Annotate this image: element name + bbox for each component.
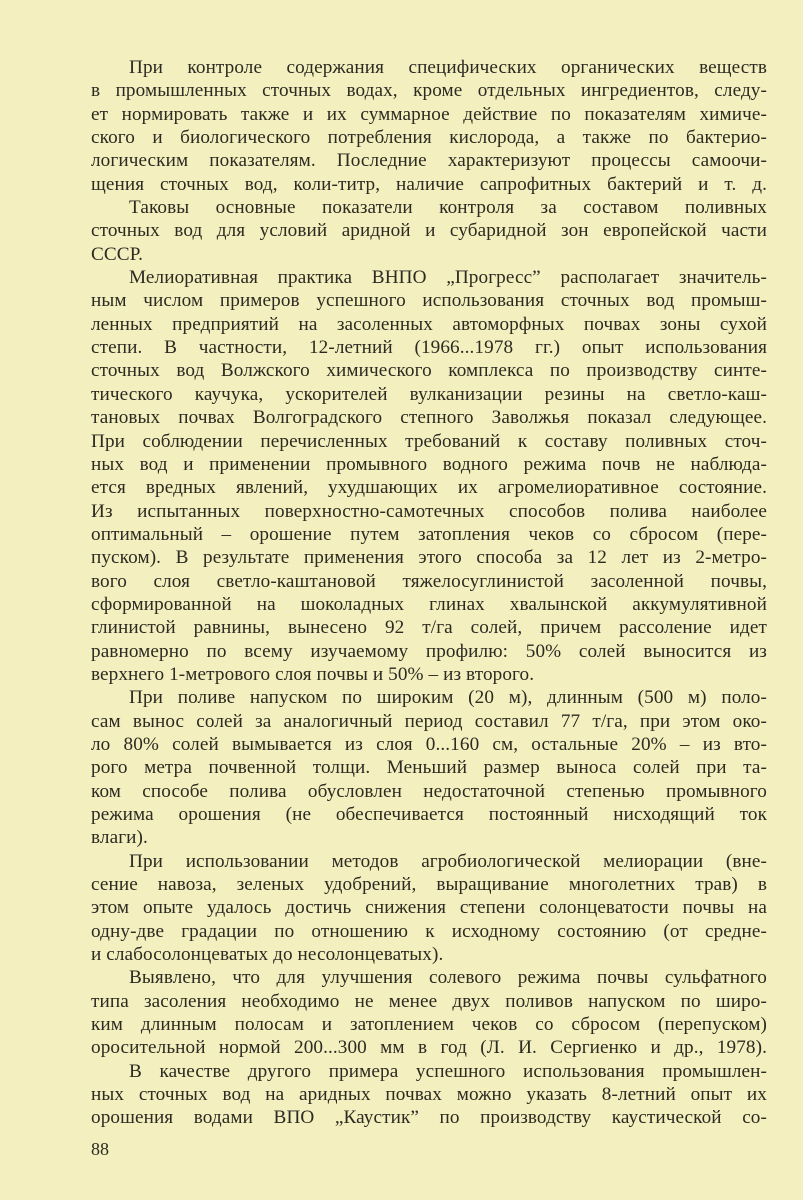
text-line: щения сточных вод, коли-титр, наличие сапрофитных бактерий и т. д.: [91, 173, 767, 195]
text-line: Мелиоративная практика ВНПО „Прогресс” располагает значитель-: [129, 267, 767, 289]
text-line: в промышленных сточных водах, кроме отдельных ингредиентов, следу-: [91, 80, 767, 102]
text-line: ет нормировать также и их суммарное действие по показателям химиче-: [91, 103, 767, 125]
text-line: логическим показателям. Последние характеризуют процессы самоочи-: [91, 150, 767, 172]
text-line: влаги).: [91, 827, 148, 849]
text-line: СССР.: [91, 243, 143, 265]
text-line: ского и биологического потребления кислорода, а также по бактерио-: [91, 127, 767, 149]
text-line: оросительной нормой 200...300 мм в год (Л. И. Сергиенко и др., 1978).: [91, 1037, 767, 1059]
text-line: и слабосолонцеватых до несолонцеватых).: [91, 944, 444, 966]
text-line: глинистой равнины, вынесено 92 т/га солей, причем рассоление идет: [91, 617, 767, 639]
page-number: 88: [91, 1139, 109, 1159]
text-line: ленных предприятий на засоленных автоморфных почвах зоны сухой: [91, 313, 767, 335]
text-line: ется вредных явлений, ухудшающих их агромелиоративное состояние.: [91, 477, 767, 499]
text-line: сточных вод Волжского химического комплекса по производству синте-: [91, 360, 767, 382]
text-line: При контроле содержания специфических органических веществ: [129, 57, 767, 78]
text-line: ных вод и применении промывного водного режима почв не наблюда-: [91, 453, 767, 475]
text-line: Таковы основные показатели контроля за составом поливных: [129, 197, 767, 219]
text-line: сточных вод для условий аридной и субаридной зон европейской части: [91, 220, 767, 242]
body-text: [91, 56, 767, 1130]
text-line: ных сточных вод на аридных почвах можно указать 8-летний опыт их: [91, 1084, 767, 1106]
text-line: рого метра почвенной толщи. Меньший размер выноса солей при та-: [91, 757, 767, 779]
text-line: тического каучука, ускорителей вулканизации резины на светло-каш-: [91, 383, 767, 405]
text-line: пуском). В результате применения этого способа за 12 лет из 2-метро-: [91, 547, 767, 569]
text-line: орошения водами ВПО „Каустик” по производству каустической со-: [91, 1107, 767, 1129]
text-line: При использовании методов агробиологической мелиорации (вне-: [129, 850, 767, 872]
text-line: При соблюдении перечисленных требований к составу поливных сточ-: [91, 430, 767, 452]
text-line: ком способе полива обусловлен недостаточной степенью промывного: [91, 780, 767, 802]
text-line: равномерно по всему изучаемому профилю: 50% солей выносится из: [91, 640, 767, 662]
text-line: сение навоза, зеленых удобрений, выращивание многолетних трав) в: [91, 874, 767, 896]
text-line: ным числом примеров успешного использования сточных вод промыш-: [91, 290, 767, 312]
text-line: Выявлено, что для улучшения солевого режима почвы сульфатного: [129, 967, 767, 989]
text-line: оптимальный – орошение путем затопления чеков со сбросом (пере-: [91, 523, 767, 545]
text-line: степи. В частности, 12-летний (1966...1978 гг.) опыт использования: [91, 337, 767, 359]
text-line: Из испытанных поверхностно-самотечных способов полива наиболее: [91, 500, 767, 522]
text-line: В качестве другого примера успешного использования промышлен-: [129, 1060, 767, 1082]
text-line: верхнего 1-метрового слоя почвы и 50% – из второго.: [91, 663, 535, 685]
text-line: вого слоя светло-каштановой тяжелосуглинистой засоленной почвы,: [91, 570, 767, 592]
text-line: этом опыте удалось достичь снижения степени солонцеватости почвы на: [91, 897, 767, 919]
text-line: тановых почвах Волгоградского степного Заволжья показал следующее.: [91, 407, 767, 429]
text-line: одну-две градации по отношению к исходному состоянию (от средне-: [91, 920, 767, 942]
text-line: типа засоления необходимо не менее двух поливов напуском по широ-: [91, 990, 767, 1012]
text-line: сам вынос солей за аналогичный период составил 77 т/га, при этом око-: [91, 710, 767, 732]
text-line: При поливе напуском по широким (20 м), длинным (500 м) поло-: [129, 687, 767, 709]
text-line: ло 80% солей вымывается из слоя 0...160 см, остальные 20% – из вто-: [91, 733, 767, 755]
text-line: ким длинным полосам и затоплением чеков со сбросом (перепуском): [91, 1014, 767, 1036]
text-line: сформированной на шоколадных глинах хвалынской аккумулятивной: [91, 593, 767, 615]
text-line: режима орошения (не обеспечивается постоянный нисходящий ток: [91, 804, 767, 825]
